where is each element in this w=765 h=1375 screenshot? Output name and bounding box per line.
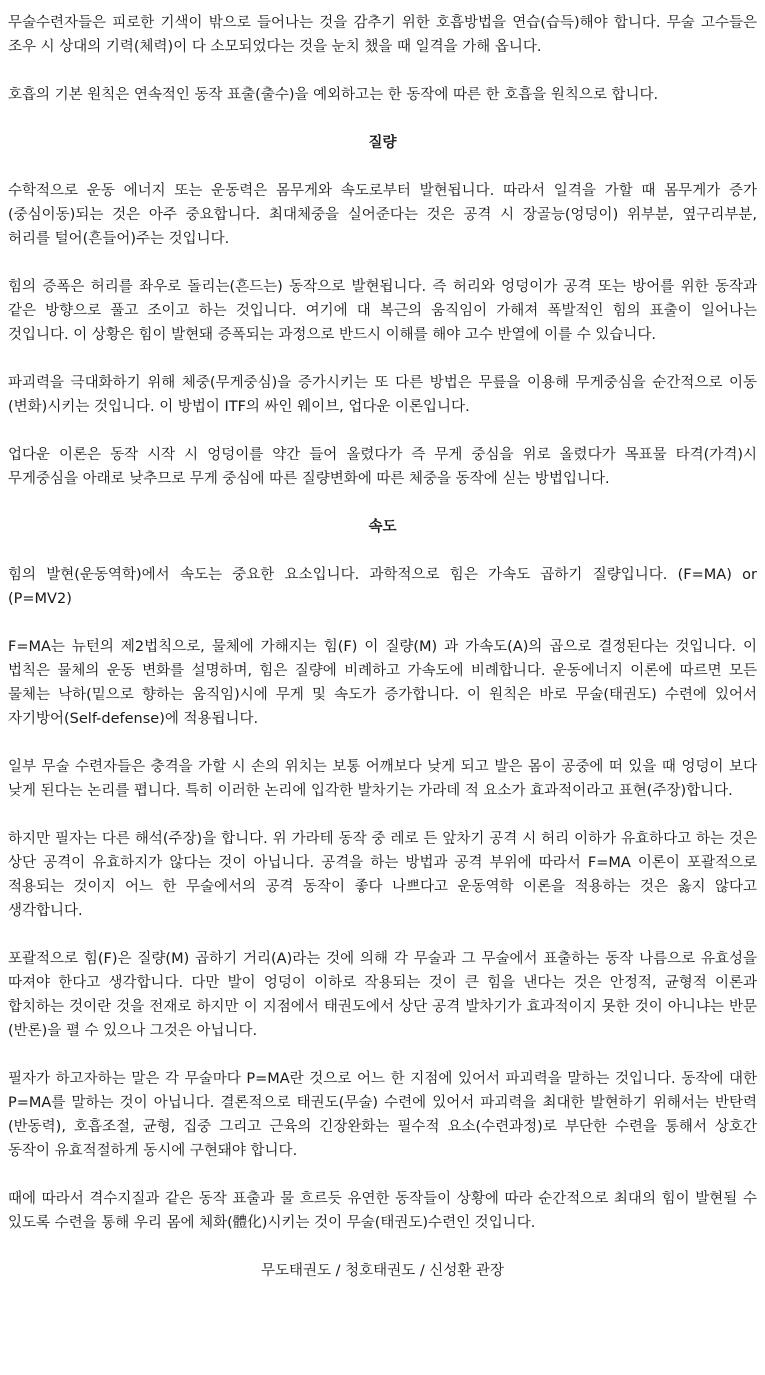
intro-paragraph-2: 호흡의 기본 원칙은 연속적인 동작 표출(출수)을 예외하고는 한 동작에 따른 한 호흡을 원칙으로 합니다.	[8, 87, 659, 103]
speed-paragraph-4: 하지만 필자는 다른 해석(주장)을 합니다. 위 가라테 동작 중 레로 든 앞차기 공격 시 허리 이하가 유효하다고 하는 것은 상단 공격이 유효하지가 않다는 것이 아닙니다. 공격을 하는 방법과 공격 부위에 따라서 F=MA 이론이 포괄적으로 적용되는 것이지 어느 한 무술에서의 공격 동작이 좋다 나쁘다고 운동역학 이론을 적용하는 것은 옳지 않다고 생각합니다.	[8, 831, 757, 919]
section-heading-mass: 질량	[368, 135, 397, 151]
speed-paragraph-3: 일부 무술 수련자들은 충격을 가할 시 손의 위치는 보통 어깨보다 낮게 되고 발은 몸이 공중에 떠 있을 때 엉덩이 보다 낮게 된다는 논리를 폅니다. 특히 이러한 논리에 입각한 발차기는 가라데 적 요소가 효과적이라고 표현(주장)합니다.	[8, 759, 757, 799]
mass-paragraph-1: 수학적으로 운동 에너지 또는 운동력은 몸무게와 속도로부터 발현됩니다. 따라서 일격을 가할 때 몸무게가 증가(중심이동)되는 것은 아주 중요합니다. 최대체중을 실어준다는 것은 공격 시 장골능(엉덩이) 위부분, 옆구리부분, 허리를 털어(흔들어)주는 것입니다.	[8, 183, 757, 247]
section-heading-speed: 속도	[368, 519, 397, 535]
mass-paragraph-2: 힘의 증폭은 허리를 좌우로 돌리는(흔드는) 동작으로 발현됩니다. 즉 허리와 엉덩이가 공격 또는 방어를 위한 동작과 같은 방향으로 풀고 조이고 하는 것입니다. 여기에 대 복근의 움직임이 가해져 폭발적인 힘의 표출이 일어나는 것입니다. 이 상황은 힘이 발현돼 증폭되는 과정으로 반드시 이해를 해야 고수 반열에 이를 수 있습니다.	[8, 279, 757, 343]
mass-paragraph-4: 업다운 이론은 동작 시작 시 엉덩이를 약간 들어 올렸다가 즉 무게 중심을 위로 올렸다가 목표물 타격(가격)시 무게중심을 아래로 낮추므로 무게 중심에 따른 질량변화에 따른 체중을 동작에 싣는 방법입니다.	[8, 447, 757, 487]
speed-paragraph-7: 때에 따라서 격수지질과 같은 동작 표출과 물 흐르듯 유연한 동작들이 상황에 따라 순간적으로 최대의 힘이 발현될 수 있도록 수련을 통해 우리 몸에 체화(體化)시키는 것이 무술(태권도)수련인 것입니다.	[8, 1191, 757, 1231]
intro-paragraph-1: 무술수련자들은 피로한 기색이 밖으로 들어나는 것을 감추기 위한 호흡방법을 연습(습득)해야 합니다. 무술 고수들은 조우 시 상대의 기력(체력)이 다 소모되었다는 것을 눈치 챘을 때 일격을 가해 옵니다.	[8, 15, 757, 55]
author-signature: 무도태권도 / 청호태권도 / 신성환 관장	[261, 1263, 504, 1279]
speed-paragraph-5: 포괄적으로 힘(F)은 질량(M) 곱하기 거리(A)라는 것에 의해 각 무술과 그 무술에서 표출하는 동작 나름으로 유효성을 따져야 한다고 생각합니다. 다만 발이 엉덩이 이하로 작용되는 것이 큰 힘을 낸다는 것은 안정적, 균형적 이론과 합치하는 것이란 것을 전재로 하지만 이 지점에서 태권도에서 상단 공격 발차기가 효과적이지 못한 것이 아니냐는 반문(반론)을 펼 수 있으나 그것은 아닙니다.	[8, 951, 757, 1039]
speed-paragraph-6: 필자가 하고자하는 말은 각 무술마다 P=MA란 것으로 어느 한 지점에 있어서 파괴력을 말하는 것입니다. 동작에 대한 P=MA를 말하는 것이 아닙니다. 결론적으로 태권도(무술) 수련에 있어서 파괴력을 최대한 발현하기 위해서는 반탄력(반동력), 호흡조절, 균형, 집중 그리고 근육의 긴장완화는 필수적 요소(수련과정)로 부단한 수련을 통해서 상호간 동작이 유효적절하게 동시에 구현돼야 합니다.	[8, 1071, 757, 1159]
mass-paragraph-3: 파괴력을 극대화하기 위해 체중(무게중심)을 증가시키는 또 다른 방법은 무릎을 이용해 무게중심을 순간적으로 이동(변화)시키는 것입니다. 이 방법이 ITF의 싸인 웨이브, 업다운 이론입니다.	[8, 375, 757, 415]
speed-paragraph-2: F=MA는 뉴턴의 제2법칙으로, 물체에 가해지는 힘(F) 이 질량(M) 과 가속도(A)의 곱으로 결정된다는 것입니다. 이 법칙은 물체의 운동 변화를 설명하며, 힘은 질량에 비례하고 가속도에 비례합니다. 운동에너지 이론에 따르면 모든 물체는 낙하(밑으로 향하는 움직임)시에 무게 및 속도가 증가합니다. 이 원칙은 바로 무술(태권도) 수련에 있어서 자기방어(Self-defense)에 적용됩니다.	[8, 639, 757, 727]
speed-paragraph-1: 힘의 발현(운동역학)에서 속도는 중요한 요소입니다. 과학적으로 힘은 가속도 곱하기 질량입니다. (F=MA) or (P=MV2)	[8, 567, 757, 607]
